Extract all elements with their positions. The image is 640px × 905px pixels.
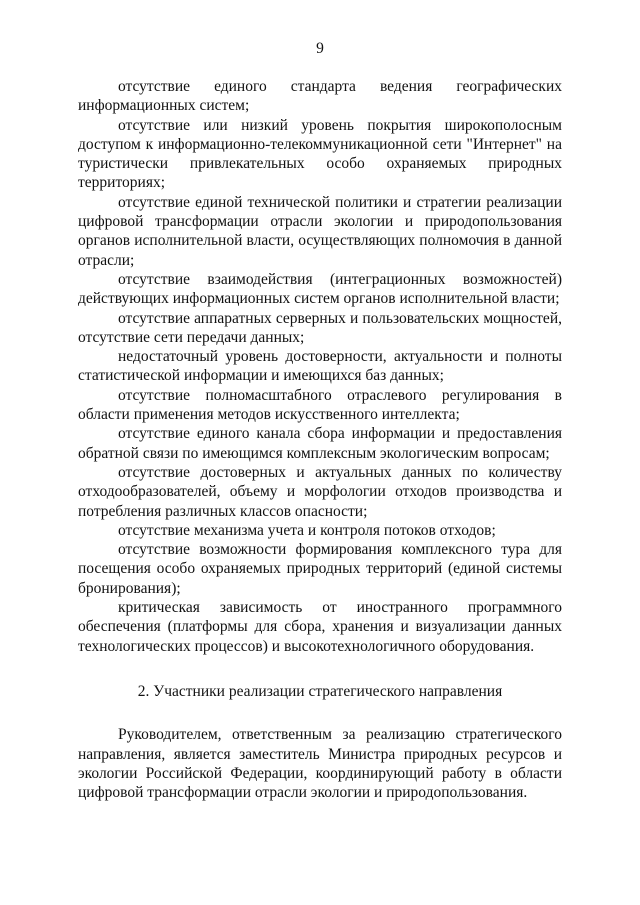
document-body bbox=[78, 77, 562, 802]
list-item: отсутствие единого канала сбора информации и предоставления обратной связи по имеющимся комплексным экологическим вопросам; bbox=[78, 425, 562, 462]
list-item: отсутствие механизма учета и контроля потоков отходов; bbox=[118, 521, 496, 539]
list-item: отсутствие единого стандарта ведения географических информационных систем; bbox=[78, 78, 562, 115]
list-item: отсутствие взаимодействия (интеграционных возможностей) действующих информационных систем органов исполнительной власти; bbox=[78, 270, 562, 308]
list-item: отсутствие полномасштабного отраслевого регулирования в области применения методов искусственного интеллекта; bbox=[78, 386, 562, 424]
list-item: отсутствие аппаратных серверных и пользовательских мощностей, отсутствие сети передачи данных; bbox=[78, 309, 562, 346]
list-item: отсутствие или низкий уровень покрытия широкополосным доступом к информационно-телекоммуникационной сети "Интернет" на туристически привлекательных особо охраняемых природных территориях; bbox=[78, 116, 562, 192]
list-item: недостаточный уровень достоверности, актуальности и полноты статистической информации и имеющихся баз данных; bbox=[78, 348, 562, 385]
section-heading: 2. Участники реализации стратегического направления bbox=[137, 682, 503, 700]
list-item: отсутствие достоверных и актуальных данных по количеству отходообразователей, объему и морфологии отходов производства и потребления различных классов опасности; bbox=[78, 463, 562, 520]
list-item: отсутствие единой технической политики и стратегии реализации цифровой трансформации отрасли экологии и природопользования органов исполнительной власти, осуществляющих полномочия в данной отрасли; bbox=[78, 193, 562, 269]
page-number: 9 bbox=[316, 40, 324, 57]
closing-paragraph: Руководителем, ответственным за реализацию стратегического направления, является заместитель Министра природных ресурсов и экологии Российской Федерации, координирующий работу в области цифровой трансформации отрасли экологии и природопользования. bbox=[78, 726, 562, 802]
list-item: критическая зависимость от иностранного программного обеспечения (платформы для сбора, хранения и визуализации данных технологических процессов) и высокотехнологичного оборудования. bbox=[78, 599, 562, 655]
list-item: отсутствие возможности формирования комплексного тура для посещения особо охраняемых природных территорий (единой системы бронирования); bbox=[78, 541, 562, 597]
